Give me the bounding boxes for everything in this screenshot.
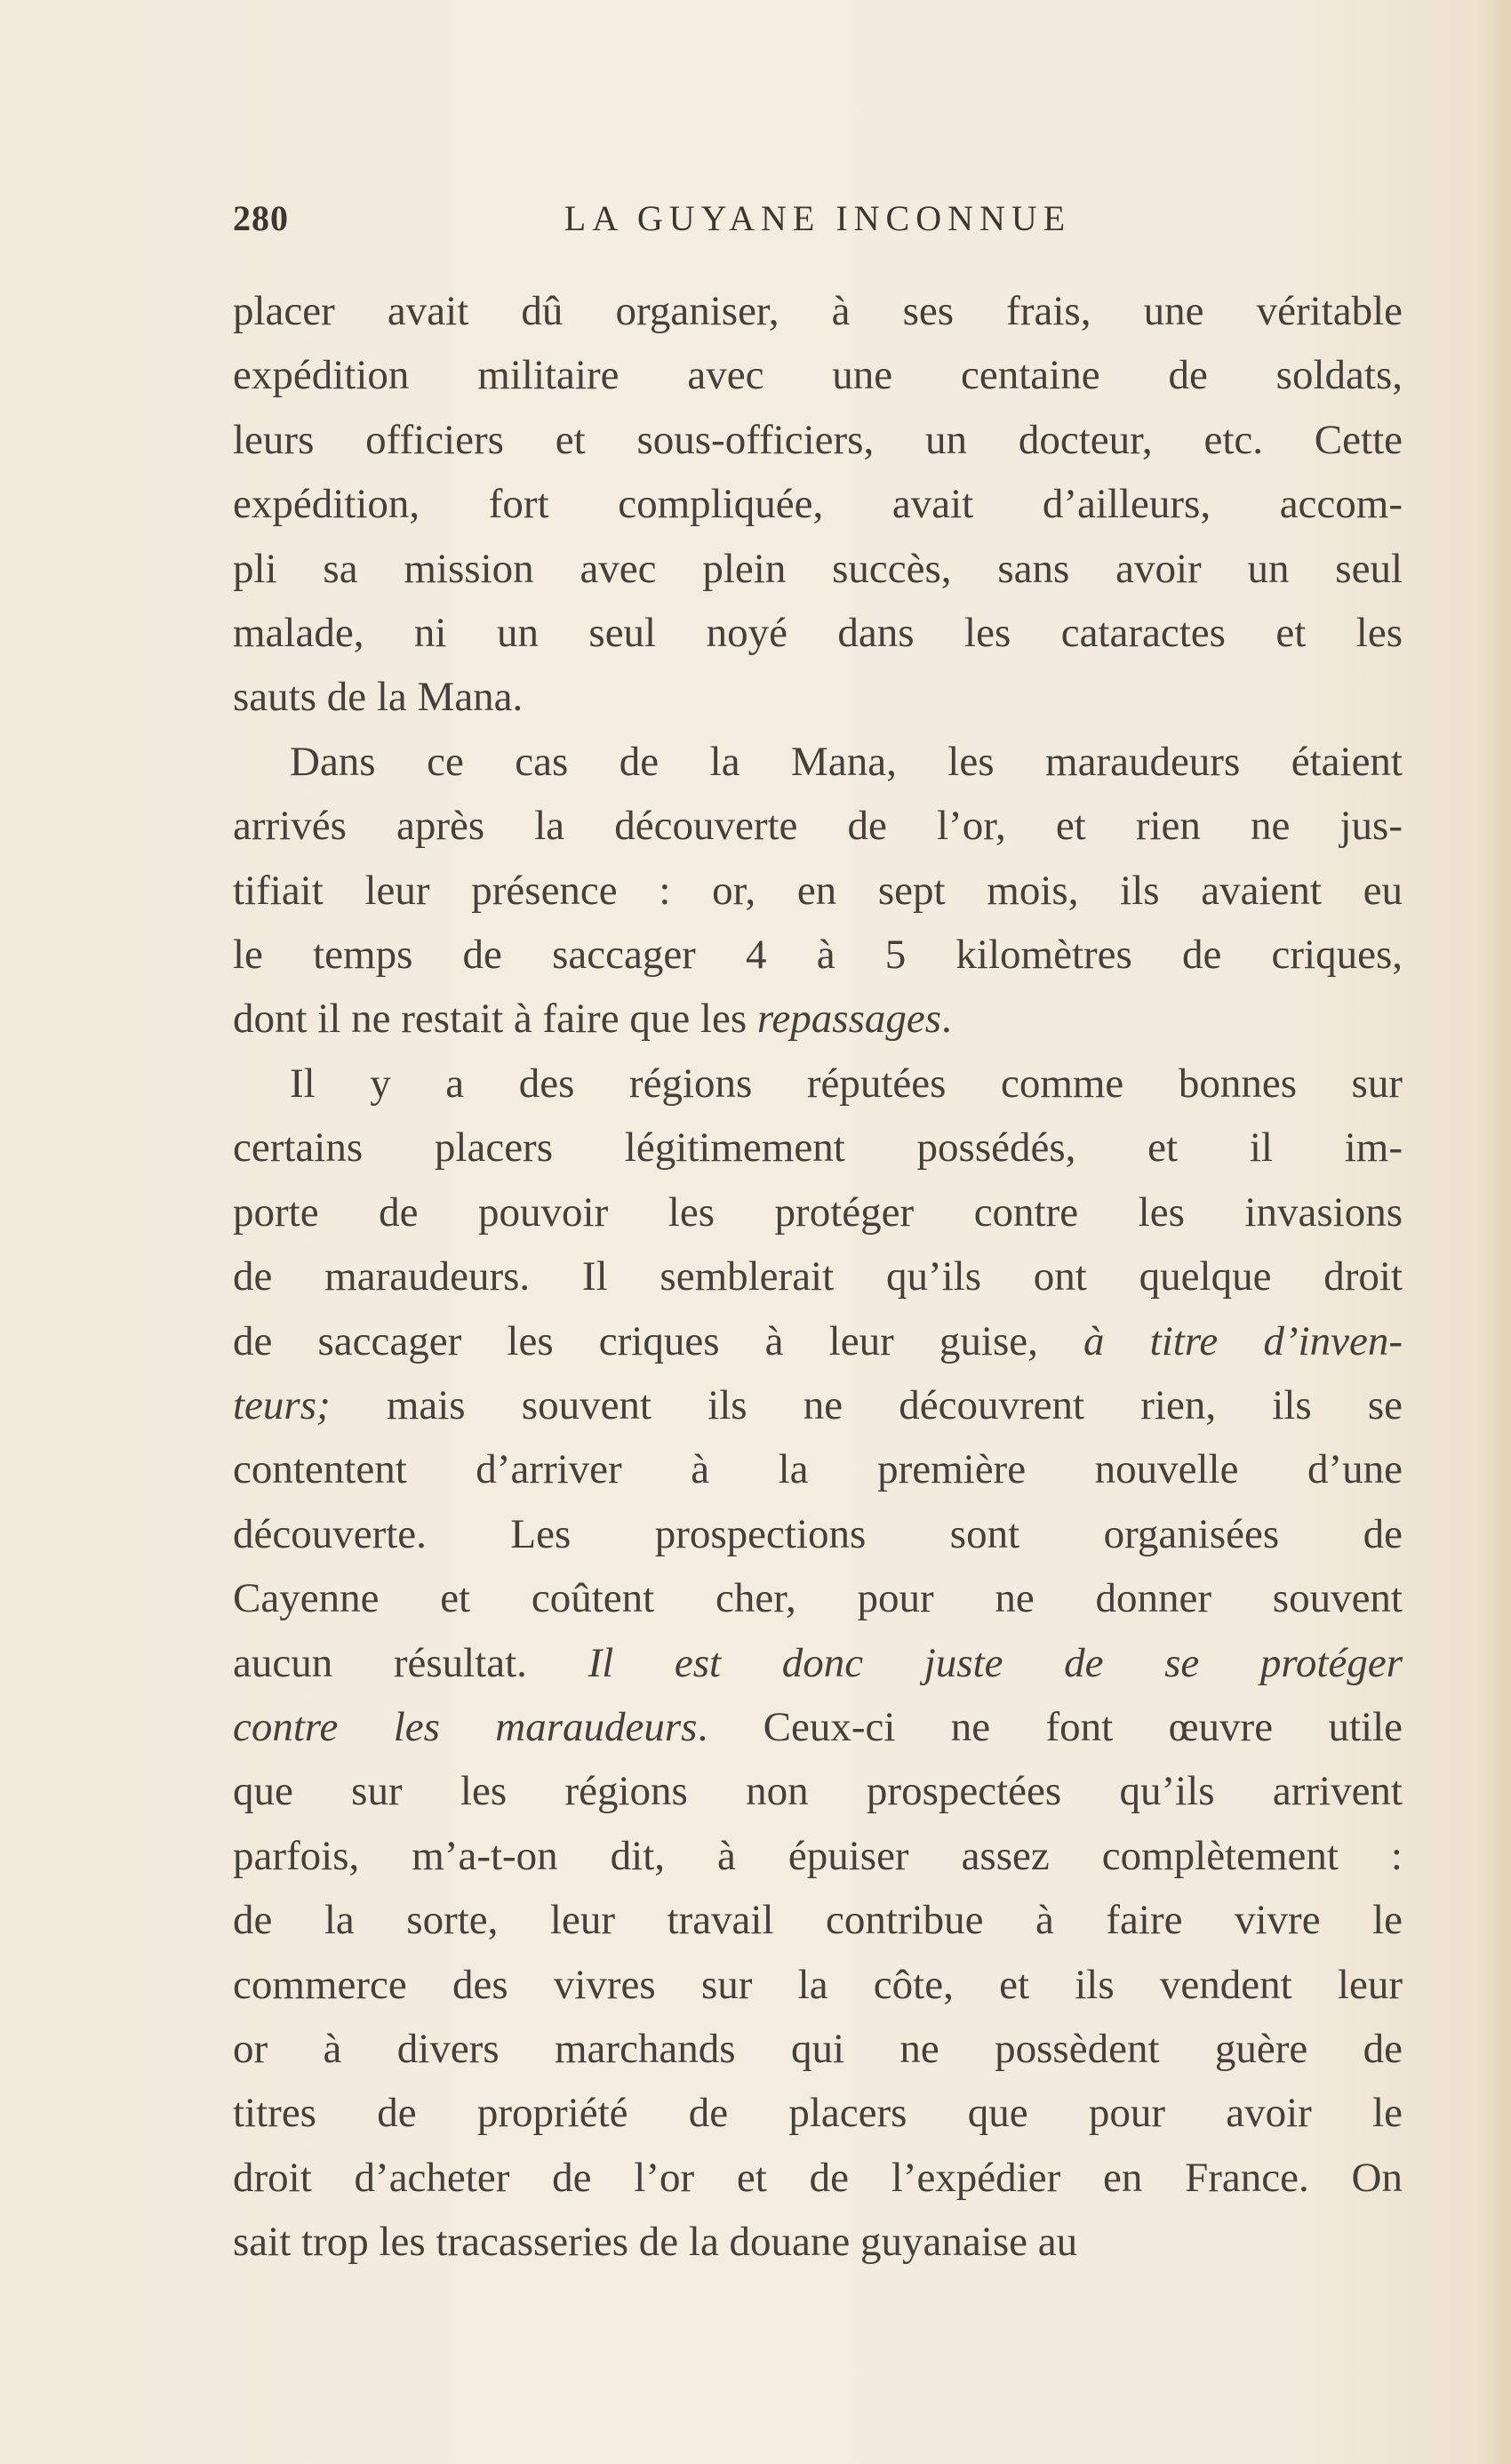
text-line: titres de propriété de placers que pour avoir le	[233, 2090, 1403, 2137]
text-line: porte de pouvoir les protéger contre les invasions	[233, 1188, 1403, 1236]
text-segment: aucun résultat.	[233, 1639, 588, 1686]
text-line: certains placers légitimement possédés, et il im-	[233, 1124, 1403, 1172]
text-line: parfois, m’a-t-on dit, à épuiser assez complètement :	[233, 1832, 1403, 1879]
text-line: découverte. Les prospections sont organisées de	[233, 1510, 1403, 1557]
text-line: pli sa mission avec plein succès, sans avoir un seul	[233, 545, 1403, 592]
paragraph	[233, 1052, 1403, 2275]
text-segment: . Ceux-ci ne font œuvre utile	[697, 1703, 1403, 1750]
text-line	[233, 1631, 1403, 1695]
text-line: malade, ni un seul noyé dans les cataractes et les	[233, 610, 1403, 657]
italic-text: teurs;	[233, 1381, 331, 1428]
text-line: le temps de saccager 4 à 5 kilomètres de criques,	[233, 932, 1403, 979]
text-line: Cayenne et coûtent cher, pour ne donner souvent	[233, 1575, 1403, 1622]
text-line	[233, 1309, 1403, 1373]
text-line: arrivés après la découverte de l’or, et rien ne jus-	[233, 803, 1403, 850]
text-line: droit d’acheter de l’or et de l’expédier en France. On	[233, 2154, 1403, 2201]
page-number: 280	[233, 198, 289, 238]
text-line	[233, 1373, 1403, 1437]
text-line: de maraudeurs. Il semblerait qu’ils ont quelque droit	[233, 1253, 1403, 1300]
text-line: leurs officiers et sous-officiers, un docteur, etc. Cette	[233, 416, 1403, 463]
text-line: Il y a des régions réputées comme bonnes sur	[290, 1060, 1403, 1107]
paragraph	[233, 730, 1403, 1052]
text-line: Dans ce cas de la Mana, les maraudeurs étaient	[290, 738, 1403, 785]
text-segment: mais souvent ils ne découvrent rien, ils se	[330, 1381, 1403, 1428]
text-line: que sur les régions non prospectées qu’ils arrivent	[233, 1768, 1403, 1815]
text-line: placer avait dû organiser, à ses frais, une véritable	[233, 288, 1403, 334]
text-line: expédition, fort compliquée, avait d’ailleurs, accom-	[233, 481, 1403, 528]
page-edge-shadow	[1477, 0, 1511, 2464]
text-line: commerce des vivres sur la côte, et ils vendent leur	[233, 1961, 1403, 2008]
text-line: or à divers marchands qui ne possèdent guère de	[233, 2025, 1403, 2072]
body-text	[233, 279, 1403, 2275]
text-line: contentent d’arriver à la première nouvelle d’une	[233, 1446, 1403, 1493]
text-segment: de saccager les criques à leur guise,	[233, 1317, 1084, 1364]
text-line	[233, 1695, 1403, 1759]
text-line: expédition militaire avec une centaine de soldats,	[233, 352, 1403, 399]
italic-text: contre les maraudeurs	[233, 1703, 698, 1750]
text-line: tifiait leur présence : or, en sept mois, ils avaient eu	[233, 867, 1403, 914]
page-header	[233, 187, 1403, 249]
italic-text: repassages	[756, 996, 942, 1043]
text-line: sauts de la Mana.	[233, 674, 524, 721]
text-segment: dont il ne restait à faire que les	[233, 996, 757, 1043]
running-title: LA GUYANE INCONNUE	[564, 198, 1072, 238]
text-line: de la sorte, leur travail contribue à faire vivre le	[233, 1897, 1403, 1944]
text-line: sait trop les tracasseries de la douane guyanaise au	[233, 2219, 1078, 2266]
text-line	[233, 987, 1403, 1051]
text-segment: .	[941, 996, 952, 1043]
italic-text: Il est donc juste de se protéger	[588, 1639, 1403, 1686]
italic-text: à titre d’inven-	[1083, 1317, 1403, 1364]
paragraph	[233, 279, 1403, 730]
